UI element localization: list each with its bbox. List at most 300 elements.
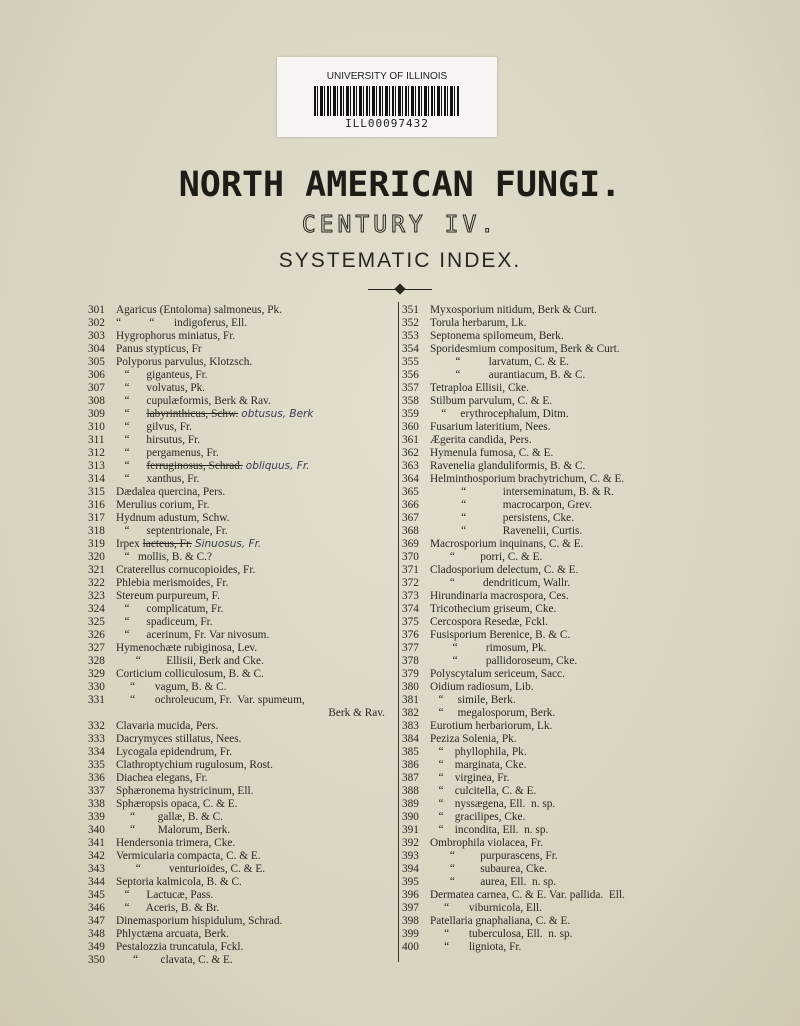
index-entry — [88, 317, 393, 330]
index-entry — [402, 629, 702, 642]
entry-name: Helminthosporium brachytrichum, C. & E. — [430, 473, 625, 485]
entry-name: “ acerinum, Fr. Var nivosum. — [116, 629, 270, 641]
entry-name: “ hirsutus, Fr. — [116, 434, 201, 446]
index-entry — [402, 603, 702, 616]
entry-number: 309 — [88, 408, 105, 420]
index-entry — [402, 564, 702, 577]
index-entry — [402, 460, 702, 473]
index-entry — [88, 330, 393, 343]
entry-number: 371 — [402, 564, 419, 576]
index-entry — [402, 382, 702, 395]
entry-number: 353 — [402, 330, 419, 342]
entry-name: “ phyllophila, Pk. — [430, 746, 527, 758]
entry-number: 376 — [402, 629, 419, 641]
entry-number: 391 — [402, 824, 419, 836]
entry-number: 308 — [88, 395, 105, 407]
index-entry — [402, 772, 702, 785]
index-entry — [402, 369, 702, 382]
entry-number: 400 — [402, 941, 419, 953]
entry-name: Phlebia merismoides, Fr. — [116, 577, 229, 589]
entry-number: 338 — [88, 798, 105, 810]
entry-name: Tricothecium griseum, Cke. — [430, 603, 557, 615]
entry-number: 319 — [88, 538, 105, 550]
entry-number: 320 — [88, 551, 105, 563]
entry-name: Corticium colliculosum, B. & C. — [116, 668, 264, 680]
entry-number: 363 — [402, 460, 419, 472]
entry-number: 312 — [88, 447, 105, 459]
entry-name: Polyscytalum sericeum, Sacc. — [430, 668, 565, 680]
entry-name: Lycogala epidendrum, Fr. — [116, 746, 233, 758]
entry-name: Ravenelia glanduliformis, B. & C. — [430, 460, 586, 472]
index-entry — [402, 616, 702, 629]
entry-number: 339 — [88, 811, 105, 823]
entry-number: 302 — [88, 317, 105, 329]
entry-name: Septonema spilomeum, Berk. — [430, 330, 564, 342]
entry-name: Dermatea carnea, C. & E. Var. pallida. Ell. — [430, 889, 625, 901]
index-entry — [88, 889, 393, 902]
entry-number: 307 — [88, 382, 105, 394]
entry-number: 373 — [402, 590, 419, 602]
entry-number: 349 — [88, 941, 105, 953]
entry-number: 378 — [402, 655, 419, 667]
entry-name: “ giganteus, Fr. — [116, 369, 208, 381]
entry-name: Merulius corium, Fr. — [116, 499, 210, 511]
index-entry — [402, 694, 702, 707]
entry-name: Hendersonia trimera, Cke. — [116, 837, 236, 849]
entry-name: Diachea elegans, Fr. — [116, 772, 208, 784]
entry-name: Irpex lacteus, Fr. Sinuosus, Fr. — [116, 538, 262, 550]
entry-number: 395 — [402, 876, 419, 888]
entry-number: 362 — [402, 447, 419, 459]
entry-name: “ clavata, C. & E. — [116, 954, 233, 966]
index-entry — [402, 681, 702, 694]
index-entry — [402, 395, 702, 408]
specimen-label — [277, 57, 497, 137]
index-entry — [88, 798, 393, 811]
entry-continuation: Berk & Rav. — [328, 707, 385, 719]
entry-number: 350 — [88, 954, 105, 966]
struck-name: labyrinthicus, Schw. — [146, 408, 239, 420]
entry-number: 360 — [402, 421, 419, 433]
entry-name: “ virginea, Fr. — [430, 772, 510, 784]
entry-number: 343 — [88, 863, 105, 875]
entry-number: 355 — [402, 356, 419, 368]
index-entry — [88, 850, 393, 863]
barcode-number: ILL00097432 — [345, 117, 429, 130]
entry-name: “ ferruginosus, Schrad. obliquus, Fr. — [116, 460, 310, 472]
entry-number: 399 — [402, 928, 419, 940]
entry-name: Hymenula fumosa, C. & E. — [430, 447, 554, 459]
ornament-divider — [368, 287, 432, 293]
index-entry — [402, 330, 702, 343]
entry-name: “ purpurascens, Fr. — [430, 850, 558, 862]
index-entry — [88, 837, 393, 850]
entry-number: 331 — [88, 694, 105, 706]
entry-number: 374 — [402, 603, 419, 615]
entry-number: 365 — [402, 486, 419, 498]
index-entry — [88, 408, 393, 421]
entry-number: 344 — [88, 876, 105, 888]
entry-name: “ rimosum, Pk. — [430, 642, 547, 654]
entry-name: “ vagum, B. & C. — [116, 681, 227, 693]
entry-name: “ interseminatum, B. & R. — [430, 486, 614, 498]
entry-number: 367 — [402, 512, 419, 524]
entry-name: “ venturioides, C. & E. — [116, 863, 266, 875]
entry-name: Sphæropsis opaca, C. & E. — [116, 798, 238, 810]
entry-number: 368 — [402, 525, 419, 537]
index-entry — [88, 616, 393, 629]
entry-name: “ gilvus, Fr. — [116, 421, 192, 433]
entry-number: 327 — [88, 642, 105, 654]
index-entry — [402, 551, 702, 564]
index-entry — [402, 356, 702, 369]
entry-name: “ aurea, Ell. n. sp. — [430, 876, 557, 888]
entry-name: Dacrymyces stillatus, Nees. — [116, 733, 242, 745]
index-entry — [88, 395, 393, 408]
index-entry — [88, 733, 393, 746]
entry-number: 369 — [402, 538, 419, 550]
entry-number: 394 — [402, 863, 419, 875]
entry-number: 392 — [402, 837, 419, 849]
entry-name: “ porri, C. & E. — [430, 551, 543, 563]
handwritten-correction: obliquus, Fr. — [245, 460, 310, 472]
index-entry — [88, 577, 393, 590]
index-entry — [402, 447, 702, 460]
entry-number: 388 — [402, 785, 419, 797]
entry-name: “ incondita, Ell. n. sp. — [430, 824, 549, 836]
index-entry — [402, 889, 702, 902]
entry-name: “ septentrionale, Fr. — [116, 525, 228, 537]
entry-number: 315 — [88, 486, 105, 498]
index-entry — [88, 603, 393, 616]
struck-name: lacteus, Fr. — [142, 538, 192, 550]
entry-name: “ dendriticum, Wallr. — [430, 577, 571, 589]
index-entry — [402, 798, 702, 811]
entry-name: Oidium radiosum, Lib. — [430, 681, 534, 693]
entry-name: “ larvatum, C. & E. — [430, 356, 569, 368]
entry-name: Patellaria gnaphaliana, C. & E. — [430, 915, 571, 927]
entry-name: Fusarium lateritium, Nees. — [430, 421, 551, 433]
entry-name: Dinemasporium hispidulum, Schrad. — [116, 915, 283, 927]
index-entry — [402, 655, 702, 668]
entry-name: “ erythrocephalum, Ditm. — [430, 408, 569, 420]
entry-number: 397 — [402, 902, 419, 914]
index-entry — [402, 473, 702, 486]
entry-name: “ megalosporum, Berk. — [430, 707, 556, 719]
entry-name: Myxosporium nitidum, Berk & Curt. — [430, 304, 597, 316]
entry-name: “ viburnicola, Ell. — [430, 902, 543, 914]
index-entry — [88, 590, 393, 603]
index-entry — [88, 772, 393, 785]
entry-number: 337 — [88, 785, 105, 797]
entry-name: Torula herbarum, Lk. — [430, 317, 527, 329]
index-entry — [402, 746, 702, 759]
entry-number: 305 — [88, 356, 105, 368]
index-entry — [88, 538, 393, 551]
century-heading: CENTURY IV. — [301, 212, 499, 238]
entry-number: 336 — [88, 772, 105, 784]
index-entry — [402, 577, 702, 590]
entry-number: 346 — [88, 902, 105, 914]
entry-name: “ pergamenus, Fr. — [116, 447, 219, 459]
entry-name: “ gracilipes, Cke. — [430, 811, 526, 823]
entry-name: Hymenochæte rubiginosa, Lev. — [116, 642, 258, 654]
entry-number: 381 — [402, 694, 419, 706]
index-entry — [402, 785, 702, 798]
entry-name: Hirundinaria macrospora, Ces. — [430, 590, 569, 602]
index-entry — [88, 421, 393, 434]
index-entry — [88, 564, 393, 577]
page-title: NORTH AMERICAN FUNGI. — [178, 165, 622, 205]
entry-name: “ gallæ, B. & C. — [116, 811, 224, 823]
entry-number: 303 — [88, 330, 105, 342]
entry-number: 383 — [402, 720, 419, 732]
handwritten-correction: obtusus, Berk — [241, 408, 314, 420]
index-entry — [402, 850, 702, 863]
entry-name: Craterellus cornucopioides, Fr. — [116, 564, 256, 576]
index-entry — [88, 486, 393, 499]
index-entry — [402, 837, 702, 850]
index-entry — [88, 902, 393, 915]
entry-number: 323 — [88, 590, 105, 602]
entry-number: 379 — [402, 668, 419, 680]
entry-number: 386 — [402, 759, 419, 771]
entry-number: 398 — [402, 915, 419, 927]
entry-number: 366 — [402, 499, 419, 511]
index-entry — [88, 720, 393, 733]
index-entry — [402, 876, 702, 889]
entry-number: 357 — [402, 382, 419, 394]
entry-number: 321 — [88, 564, 105, 576]
index-entry — [402, 538, 702, 551]
entry-name: “ “ indigoferus, Ell. — [116, 317, 248, 329]
index-entry — [88, 551, 393, 564]
index-entry — [402, 408, 702, 421]
entry-name: Ombrophila violacea, Fr. — [430, 837, 543, 849]
index-entry — [402, 668, 702, 681]
entry-number: 354 — [402, 343, 419, 355]
entry-name: Agaricus (Entoloma) salmoneus, Pk. — [116, 304, 282, 316]
index-entry — [88, 785, 393, 798]
index-entry — [88, 369, 393, 382]
entry-number: 329 — [88, 668, 105, 680]
index-entry — [402, 317, 702, 330]
entry-name: “ aurantiacum, B. & C. — [430, 369, 586, 381]
entry-number: 356 — [402, 369, 419, 381]
entry-name: Clathroptychium rugulosum, Rost. — [116, 759, 273, 771]
entry-number: 310 — [88, 421, 105, 433]
entry-name: “ macrocarpon, Grev. — [430, 499, 593, 511]
index-entry — [88, 876, 393, 889]
entry-number: 318 — [88, 525, 105, 537]
entry-number: 375 — [402, 616, 419, 628]
entry-name: “ Lactucæ, Pass. — [116, 889, 214, 901]
entry-number: 326 — [88, 629, 105, 641]
index-entry — [88, 915, 393, 928]
entry-number: 345 — [88, 889, 105, 901]
barcode-image — [314, 86, 460, 116]
entry-name: Cercospora Resedæ, Fckl. — [430, 616, 548, 628]
index-entry — [402, 759, 702, 772]
entry-name: Hydnum adustum, Schw. — [116, 512, 230, 524]
entry-name: Septoria kalmicola, B. & C. — [116, 876, 242, 888]
entry-number: 330 — [88, 681, 105, 693]
entry-number: 348 — [88, 928, 105, 940]
entry-name: Hygrophorus miniatus, Fr. — [116, 330, 236, 342]
entry-name: Stereum purpureum, F. — [116, 590, 220, 602]
index-entry — [402, 512, 702, 525]
index-entry — [402, 824, 702, 837]
entry-name: Clavaria mucida, Pers. — [116, 720, 219, 732]
entry-name: Peziza Solenia, Pk. — [430, 733, 517, 745]
entry-name: “ nyssægena, Ell. n. sp. — [430, 798, 556, 810]
index-entry — [88, 824, 393, 837]
entry-number: 384 — [402, 733, 419, 745]
entry-name: Phlyctæna arcuata, Berk. — [116, 928, 229, 940]
index-entry — [88, 668, 393, 681]
entry-name: “ Aceris, B. & Br. — [116, 902, 220, 914]
entry-name: “ xanthus, Fr. — [116, 473, 200, 485]
entry-name: Ægerita candida, Pers. — [430, 434, 532, 446]
entry-number: 351 — [402, 304, 419, 316]
entry-number: 341 — [88, 837, 105, 849]
entry-name: Panus stypticus, Fr — [116, 343, 202, 355]
entry-name: Sphæronema hystricinum, Ell. — [116, 785, 254, 797]
index-entry — [88, 863, 393, 876]
entry-name: Eurotium herbariorum, Lk. — [430, 720, 553, 732]
entry-name: “ spadiceum, Fr. — [116, 616, 213, 628]
entry-name: “ pallidoroseum, Cke. — [430, 655, 578, 667]
index-entry — [402, 915, 702, 928]
entry-number: 340 — [88, 824, 105, 836]
index-entry — [88, 629, 393, 642]
index-entry — [88, 447, 393, 460]
entry-name: Tetraploa Ellisii, Cke. — [430, 382, 529, 394]
entry-number: 361 — [402, 434, 419, 446]
index-entry — [88, 434, 393, 447]
index-entry — [88, 694, 393, 707]
entry-name: “ persistens, Cke. — [430, 512, 575, 524]
entry-number: 304 — [88, 343, 105, 355]
entry-number: 301 — [88, 304, 105, 316]
index-heading: SYSTEMATIC INDEX. — [278, 249, 522, 272]
index-entry — [88, 499, 393, 512]
index-entry — [402, 642, 702, 655]
index-entry — [88, 681, 393, 694]
entry-number: 389 — [402, 798, 419, 810]
entry-name: “ mollis, B. & C.? — [116, 551, 213, 563]
index-entry — [402, 499, 702, 512]
index-entry — [88, 928, 393, 941]
index-entry — [88, 304, 393, 317]
entry-name: “ Ellisii, Berk and Cke. — [116, 655, 264, 667]
entry-number: 380 — [402, 681, 419, 693]
index-entry — [402, 525, 702, 538]
index-entry — [402, 928, 702, 941]
entry-number: 334 — [88, 746, 105, 758]
entry-number: 333 — [88, 733, 105, 745]
index-entry — [88, 941, 393, 954]
entry-number: 364 — [402, 473, 419, 485]
entry-name: Fusisporium Berenice, B. & C. — [430, 629, 571, 641]
index-entry — [88, 811, 393, 824]
entry-number: 372 — [402, 577, 419, 589]
index-entry — [402, 707, 702, 720]
index-entry — [88, 460, 393, 473]
index-entry — [88, 356, 393, 369]
index-entry — [402, 720, 702, 733]
entry-number: 385 — [402, 746, 419, 758]
entry-name: “ labyrinthicus, Schw. obtusus, Berk — [116, 408, 314, 420]
index-entry — [402, 733, 702, 746]
entry-number: 316 — [88, 499, 105, 511]
entry-number: 332 — [88, 720, 105, 732]
entry-number: 313 — [88, 460, 105, 472]
index-entry — [402, 343, 702, 356]
index-column-right — [402, 304, 702, 954]
entry-name: “ tuberculosa, Ell. n. sp. — [430, 928, 573, 940]
index-column-left — [88, 304, 393, 967]
struck-name: ferruginosus, Schrad. — [146, 460, 243, 472]
index-entry — [402, 304, 702, 317]
entry-number: 306 — [88, 369, 105, 381]
handwritten-correction: Sinuosus, Fr. — [194, 538, 262, 550]
entry-name: Polyporus parvulus, Klotzsch. — [116, 356, 253, 368]
entry-number: 370 — [402, 551, 419, 563]
index-entry — [88, 382, 393, 395]
index-entry — [88, 343, 393, 356]
index-entry — [88, 759, 393, 772]
entry-name: Vermicularia compacta, C. & E. — [116, 850, 261, 862]
entry-number: 396 — [402, 889, 419, 901]
entry-name: “ ochroleucum, Fr. Var. spumeum, — [116, 694, 305, 706]
entry-number: 393 — [402, 850, 419, 862]
entry-number: 358 — [402, 395, 419, 407]
entry-number: 328 — [88, 655, 105, 667]
entry-number: 324 — [88, 603, 105, 615]
entry-name: Pestalozzia truncatula, Fckl. — [116, 941, 244, 953]
index-entry — [402, 434, 702, 447]
entry-name: “ subaurea, Cke. — [430, 863, 548, 875]
entry-name: Cladosporium delectum, C. & E. — [430, 564, 579, 576]
index-entry — [402, 902, 702, 915]
entry-name: “ culcitella, C. & E. — [430, 785, 537, 797]
entry-name: “ complicatum, Fr. — [116, 603, 224, 615]
index-entry — [88, 473, 393, 486]
index-entry — [88, 525, 393, 538]
entry-name: “ simile, Berk. — [430, 694, 516, 706]
index-entry — [402, 486, 702, 499]
entry-number: 387 — [402, 772, 419, 784]
column-divider — [398, 302, 399, 962]
entry-name: Macrosporium inquinans, C. & E. — [430, 538, 584, 550]
entry-name: “ cupulæformis, Berk & Rav. — [116, 395, 271, 407]
index-entry — [88, 954, 393, 967]
entry-number: 377 — [402, 642, 419, 654]
index-entry — [88, 512, 393, 525]
entry-number: 390 — [402, 811, 419, 823]
entry-number: 359 — [402, 408, 419, 420]
entry-name: “ Ravenelii, Curtis. — [430, 525, 583, 537]
index-entry — [88, 746, 393, 759]
entry-number: 317 — [88, 512, 105, 524]
index-entry — [402, 863, 702, 876]
index-entry — [402, 421, 702, 434]
entry-name: Dædalea quercina, Pers. — [116, 486, 226, 498]
entry-number: 335 — [88, 759, 105, 771]
entry-number: 382 — [402, 707, 419, 719]
index-entry — [402, 941, 702, 954]
